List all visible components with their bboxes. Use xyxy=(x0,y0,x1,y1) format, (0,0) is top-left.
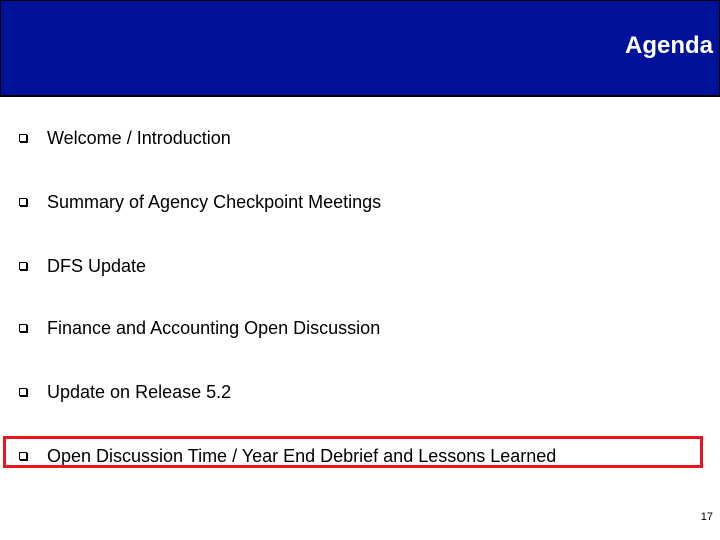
agenda-item-summary-checkpoint xyxy=(0,185,720,219)
hollow-square-bullet-icon xyxy=(19,134,27,142)
highlight-box xyxy=(3,436,703,468)
agenda-item-label: Finance and Accounting Open Discussion xyxy=(47,318,381,338)
slide-title: Agenda xyxy=(624,32,713,59)
agenda-item-label: Update on Release 5.2 xyxy=(47,382,232,402)
page-number: 17 xyxy=(700,511,713,523)
agenda-item-dfs-update xyxy=(0,249,720,283)
agenda-item-finance-accounting xyxy=(0,311,720,345)
agenda-item-release-update xyxy=(0,375,720,409)
hollow-square-bullet-icon xyxy=(19,262,27,270)
hollow-square-bullet-icon xyxy=(19,198,27,206)
agenda-item-label: Welcome / Introduction xyxy=(47,128,231,148)
agenda-item-welcome xyxy=(0,121,720,155)
agenda-item-label: Summary of Agency Checkpoint Meetings xyxy=(47,192,382,212)
agenda-item-label: Open Discussion Time / Year End Debrief and Lessons Learned xyxy=(47,446,557,466)
agenda-item-label: DFS Update xyxy=(47,256,147,276)
hollow-square-bullet-icon xyxy=(19,388,27,396)
hollow-square-bullet-icon xyxy=(19,324,27,332)
